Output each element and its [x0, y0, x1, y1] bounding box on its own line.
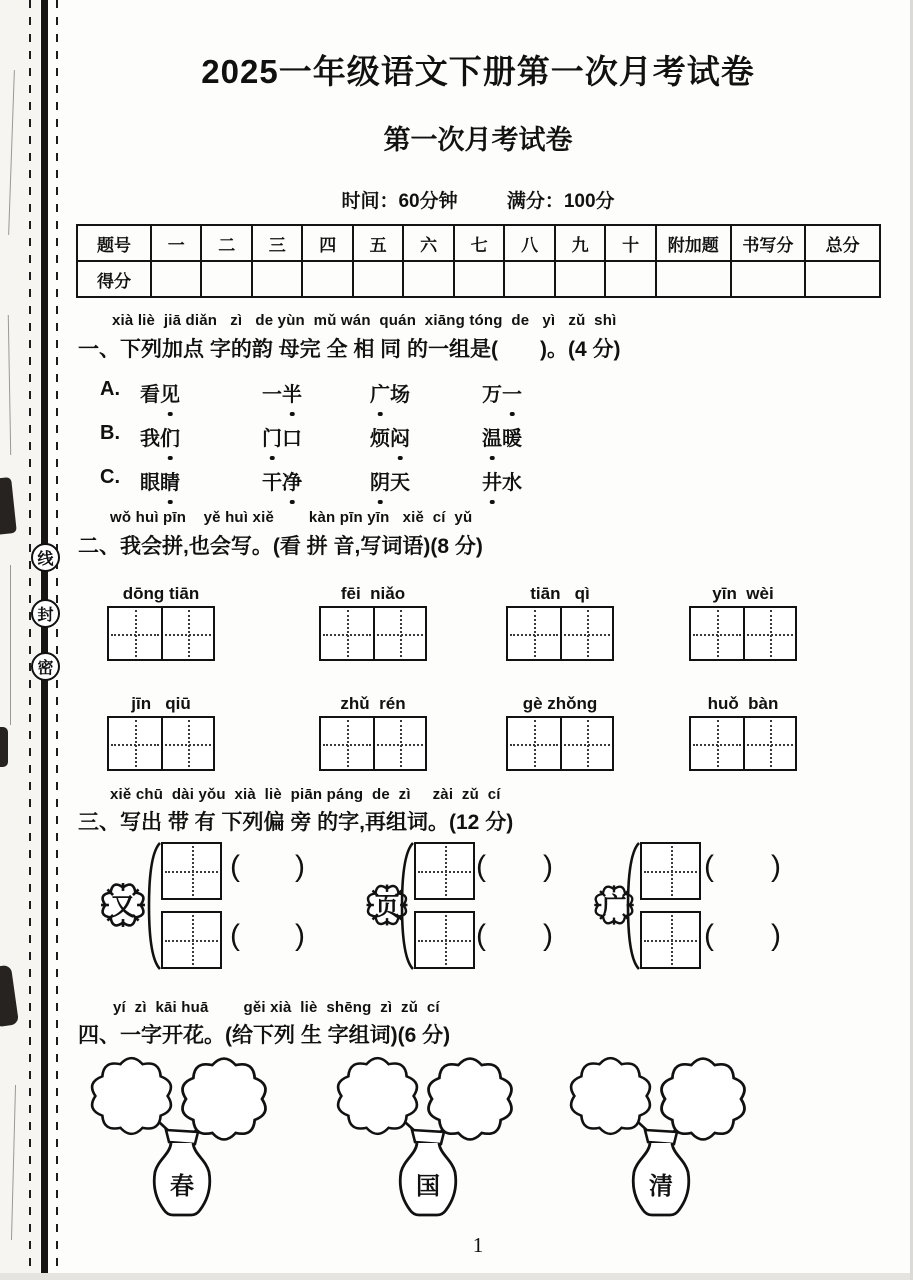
q1-option-word — [262, 422, 370, 451]
q2-pinyin-label: dōng tiān — [122, 584, 200, 603]
q2-writing-group — [105, 694, 217, 774]
score-entry-cell — [251, 262, 301, 296]
score-entry-cell — [200, 262, 250, 296]
writing-grid-cell — [508, 718, 560, 769]
q1-option-char: 半 — [282, 378, 302, 407]
writing-grid-cell — [321, 718, 373, 769]
score-entry-cell — [655, 262, 730, 296]
scan-bottom-edge — [0, 1273, 913, 1280]
q2-pinyin-label: fēi niǎo — [340, 584, 406, 603]
vase-character: 清 — [649, 1173, 673, 1200]
q1-option-word — [370, 422, 482, 451]
q2-pinyin-label: yīn wèi — [712, 584, 774, 603]
score-table — [76, 224, 881, 298]
q1-pinyin: xià liè jiā diǎn zì de yùn mǔ wán quán xiāng tóng de yì zǔ shì — [112, 312, 617, 329]
score-entry-cell — [604, 262, 654, 296]
score-entry-cell — [352, 262, 402, 296]
page-edge-strip — [0, 0, 40, 1280]
seal-character: 封 — [31, 599, 60, 628]
score-table-column-header: 一 — [150, 226, 200, 260]
score-entry-cell — [402, 262, 452, 296]
writing-grid-box — [161, 842, 222, 900]
q1-option-row — [100, 378, 522, 407]
writing-grid-box — [414, 842, 475, 900]
score-table-column-header: 九 — [554, 226, 604, 260]
q1-option-word — [262, 378, 370, 407]
score-entry-cell — [804, 262, 879, 296]
q1-option-word — [482, 466, 522, 495]
q1-option-char: 净 — [282, 466, 302, 495]
q1-option-char: 看 — [140, 384, 160, 406]
writing-grid-cell — [560, 718, 612, 769]
writing-grid-cell — [508, 608, 560, 659]
seal-character: 密 — [31, 652, 60, 681]
writing-grid-cell — [743, 608, 795, 659]
q1-option-word — [262, 466, 370, 495]
q2-pinyin-label: zhǔ rén — [340, 694, 406, 713]
q2-pinyin-label: jīn qiū — [131, 694, 191, 713]
answer-bracket-close: ) — [295, 850, 305, 883]
exam-info-line — [75, 186, 881, 213]
answer-bracket-open: ( — [230, 919, 240, 952]
q1-option-char: 万 — [482, 384, 502, 406]
q2-writing-group — [504, 694, 616, 774]
radical-character: 页 — [374, 893, 400, 921]
writing-grid-box — [107, 716, 215, 771]
brace-icon — [399, 842, 415, 975]
q2-writing-group — [687, 584, 799, 664]
score-entry-cell — [301, 262, 351, 296]
writing-grid-box — [689, 606, 797, 661]
writing-grid-cell — [373, 608, 425, 659]
binding-line — [41, 0, 48, 1280]
q1-option-word — [482, 378, 522, 407]
score-entry-cell — [730, 262, 805, 296]
q2-writing-group — [504, 584, 616, 664]
score-table-column-header: 书写分 — [730, 226, 805, 260]
q1-option-word — [140, 378, 262, 407]
q1-option-char: 门 — [262, 422, 282, 451]
radical-character: 广 — [601, 893, 627, 921]
score-entry-cell — [554, 262, 604, 296]
q1-option-char: 烦 — [370, 428, 390, 450]
score-table-column-header: 六 — [402, 226, 452, 260]
q1-option-char: 见 — [160, 378, 180, 407]
q1-option-char: 一 — [262, 384, 282, 406]
q1-option-label: C. — [100, 466, 120, 488]
writing-grid-cell — [560, 608, 612, 659]
answer-bracket-open: ( — [476, 850, 486, 883]
q1-option-char: 我 — [140, 428, 160, 450]
writing-grid-box — [319, 716, 427, 771]
score-table-column-header: 总分 — [804, 226, 879, 260]
q1-option-word — [140, 422, 262, 451]
answer-bracket-close: ) — [295, 919, 305, 952]
answer-bracket-open: ( — [704, 850, 714, 883]
score-table-column-header: 三 — [251, 226, 301, 260]
q1-option-char: 井 — [482, 466, 502, 495]
answer-bracket-close: ) — [771, 850, 781, 883]
writing-grid-box — [506, 716, 614, 771]
q2-writing-group — [317, 694, 429, 774]
q1-option-row — [100, 422, 522, 451]
q1-option-char: 一 — [502, 378, 522, 407]
radical-flower — [94, 876, 152, 934]
q1-option-char: 暖 — [502, 428, 522, 450]
writing-grid-box — [414, 911, 475, 969]
q2-writing-group — [105, 584, 217, 664]
page-subtitle: 第一次月考试卷 — [383, 125, 573, 155]
writing-grid-box — [640, 911, 701, 969]
writing-grid-box — [640, 842, 701, 900]
q1-option-word — [482, 422, 522, 451]
page-title: 2025一年级语文下册第一次月考试卷 — [201, 53, 755, 90]
score-table-column-header: 十 — [604, 226, 654, 260]
writing-grid-cell — [109, 718, 161, 769]
q1-option-word — [370, 466, 482, 495]
vase-group — [84, 1052, 276, 1220]
q1-option-char: 闷 — [390, 422, 410, 451]
writing-grid-box — [319, 606, 427, 661]
score-table-corner: 题号 — [97, 235, 131, 255]
q2-writing-group — [317, 584, 429, 664]
writing-grid-cell — [161, 608, 213, 659]
answer-bracket-close: ) — [543, 850, 553, 883]
vase-group — [330, 1052, 522, 1220]
q1-option-char: 温 — [482, 422, 502, 451]
answer-bracket-open: ( — [704, 919, 714, 952]
writing-grid-cell — [321, 608, 373, 659]
page-number: 1 — [472, 1233, 484, 1257]
brace-icon — [625, 842, 641, 975]
answer-bracket-close: ) — [543, 919, 553, 952]
q2-pinyin-label: huǒ bàn — [707, 694, 779, 713]
score-entry-cell — [503, 262, 553, 296]
answer-bracket-open: ( — [476, 919, 486, 952]
q2-pinyin-label: tiān qì — [530, 584, 590, 603]
writing-grid-cell — [373, 718, 425, 769]
q1-option-label: A. — [100, 378, 120, 400]
q1-option-char: 水 — [502, 472, 522, 494]
q1-text: 一、下列加点 字的韵 母完 全 相 同 的一组是( )。(4 分) — [78, 338, 621, 361]
vase-character: 春 — [170, 1173, 194, 1200]
q1-option-char: 场 — [390, 384, 410, 406]
q3-pinyin: xiě chū dài yǒu xià liè piān páng de zì zài zǔ cí — [110, 786, 501, 803]
q1-option-char: 天 — [390, 472, 410, 494]
score-table-column-header: 附加题 — [655, 226, 730, 260]
radical-character: 又 — [110, 893, 136, 921]
q1-option-word — [140, 466, 262, 495]
seal-character: 线 — [31, 543, 60, 572]
answer-bracket-close: ) — [771, 919, 781, 952]
writing-grid-cell — [691, 718, 743, 769]
writing-grid-box — [689, 716, 797, 771]
writing-grid-cell — [161, 718, 213, 769]
edge-blob — [0, 727, 8, 767]
writing-grid-box — [107, 606, 215, 661]
vase-group — [563, 1052, 755, 1220]
scan-hairline — [10, 565, 11, 725]
q2-writing-group — [687, 694, 799, 774]
writing-grid-cell — [743, 718, 795, 769]
q1-option-char: 睛 — [160, 466, 180, 495]
q1-option-char: 口 — [282, 428, 302, 450]
score-entry-cell — [150, 262, 200, 296]
brace-icon — [146, 842, 162, 975]
score-row-label: 得分 — [97, 271, 131, 291]
time-limit-label: 时间：60分钟 — [341, 191, 458, 212]
q1-option-char: 眼 — [140, 472, 160, 494]
answer-bracket-open: ( — [230, 850, 240, 883]
vase-character: 国 — [416, 1173, 440, 1200]
q2-pinyin: wǒ huì pīn yě huì xiě kàn pīn yīn xiě cí yǔ — [110, 509, 473, 526]
full-score-label: 满分：100分 — [506, 191, 615, 212]
writing-grid-box — [161, 911, 222, 969]
writing-grid-cell — [691, 608, 743, 659]
q3-text: 三、写出 带 有 下列偏 旁 的字,再组词。(12 分) — [78, 811, 514, 834]
score-table-column-header: 四 — [301, 226, 351, 260]
writing-grid-cell — [109, 608, 161, 659]
seal-dashed-line — [29, 0, 31, 1280]
q1-option-char: 广 — [370, 378, 390, 407]
q4-pinyin: yí zì kāi huā gěi xià liè shēng zì zǔ cí — [113, 999, 440, 1016]
score-table-column-header: 七 — [453, 226, 503, 260]
score-table-header-row — [78, 226, 879, 260]
score-table-column-header: 二 — [200, 226, 250, 260]
score-table-column-header: 五 — [352, 226, 402, 260]
writing-grid-box — [506, 606, 614, 661]
q1-option-row — [100, 466, 522, 495]
seal-dashed-line — [56, 0, 58, 1280]
q2-pinyin-label: gè zhǒng — [522, 694, 598, 713]
q4-text: 四、一字开花。(给下列 生 字组词)(6 分) — [78, 1024, 451, 1047]
score-entry-cell — [453, 262, 503, 296]
q2-text: 二、我会拼,也会写。(看 拼 音,写词语)(8 分) — [78, 535, 483, 558]
q1-option-char: 阴 — [370, 466, 390, 495]
score-table-score-row — [78, 260, 879, 296]
q1-option-char: 干 — [262, 472, 282, 494]
q1-option-char: 们 — [160, 422, 180, 451]
score-table-column-header: 八 — [503, 226, 553, 260]
q1-option-word — [370, 378, 482, 407]
q1-option-label: B. — [100, 422, 120, 444]
